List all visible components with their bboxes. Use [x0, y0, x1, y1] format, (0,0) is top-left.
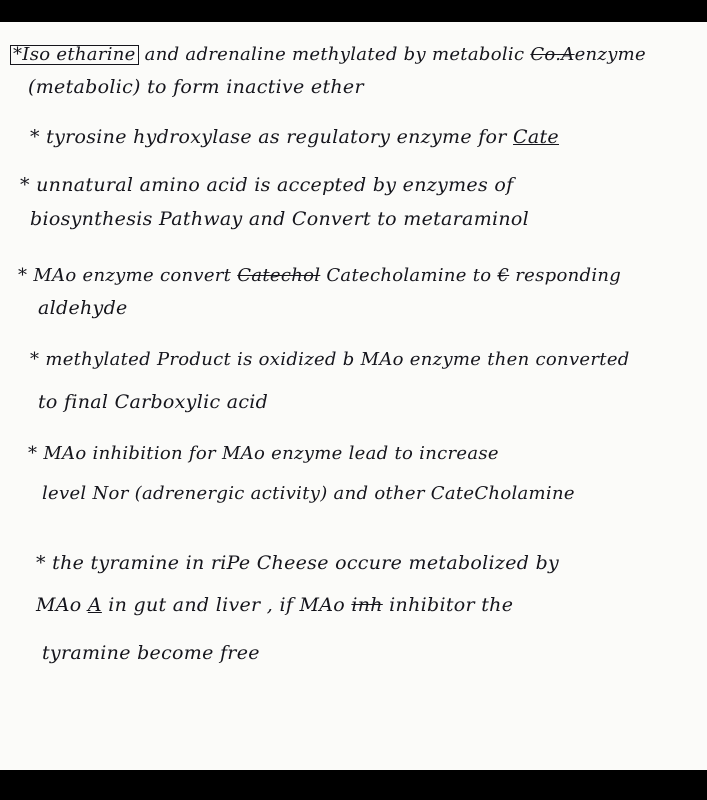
note-text: inhibitor the [389, 594, 514, 616]
note-text: tyramine become free [42, 642, 260, 664]
note-text: responding [515, 265, 622, 286]
note-line [38, 297, 128, 319]
note-text: MAo [36, 594, 82, 616]
note-line [30, 126, 559, 148]
boxed-term: *Iso etharine [10, 45, 139, 65]
note-line [28, 76, 364, 98]
crossed-out-text: Catechol [237, 265, 321, 286]
note-line [18, 265, 621, 286]
crossed-out-text: Co.A [530, 44, 575, 65]
note-text: * MAo enzyme convert [18, 265, 232, 286]
note-text: enzyme [574, 44, 646, 65]
note-text: aldehyde [38, 297, 128, 319]
crossed-out-text: € [497, 265, 510, 286]
note-text: in gut and liver , if MAo [108, 594, 346, 616]
note-text: * unnatural amino acid is accepted by enzymes of [20, 174, 514, 196]
note-line [36, 552, 559, 574]
handwritten-note-page [0, 22, 707, 770]
note-text: Catecholamine to [326, 265, 492, 286]
note-text: * MAo inhibition for MAo enzyme lead to increase [28, 443, 499, 464]
note-line [20, 174, 513, 196]
note-text: * tyrosine hydroxylase as regulatory enzyme for [30, 126, 507, 148]
underlined-term: A [87, 594, 102, 616]
note-text: level Nor (adrenergic activity) and other CateCholamine [42, 483, 575, 504]
note-line [10, 44, 646, 65]
note-text: biosynthesis Pathway and Convert to metaraminol [30, 208, 530, 230]
note-text: * methylated Product is oxidized b MAo enzyme then converted [30, 349, 630, 370]
note-text: to final Carboxylic acid [38, 391, 269, 413]
note-line [36, 594, 513, 616]
underlined-term: Cate [513, 126, 559, 148]
note-line [42, 642, 260, 664]
note-line [38, 391, 268, 413]
note-text: * the tyramine in riPe Cheese occure metabolized by [36, 552, 560, 574]
note-text: and adrenaline methylated by metabolic [144, 44, 525, 65]
note-line [30, 349, 630, 370]
note-text: (metabolic) to form inactive ether [28, 76, 364, 98]
crossed-out-text: inh [351, 594, 383, 616]
note-line [42, 483, 575, 504]
note-line [30, 208, 529, 230]
note-line [28, 443, 499, 464]
